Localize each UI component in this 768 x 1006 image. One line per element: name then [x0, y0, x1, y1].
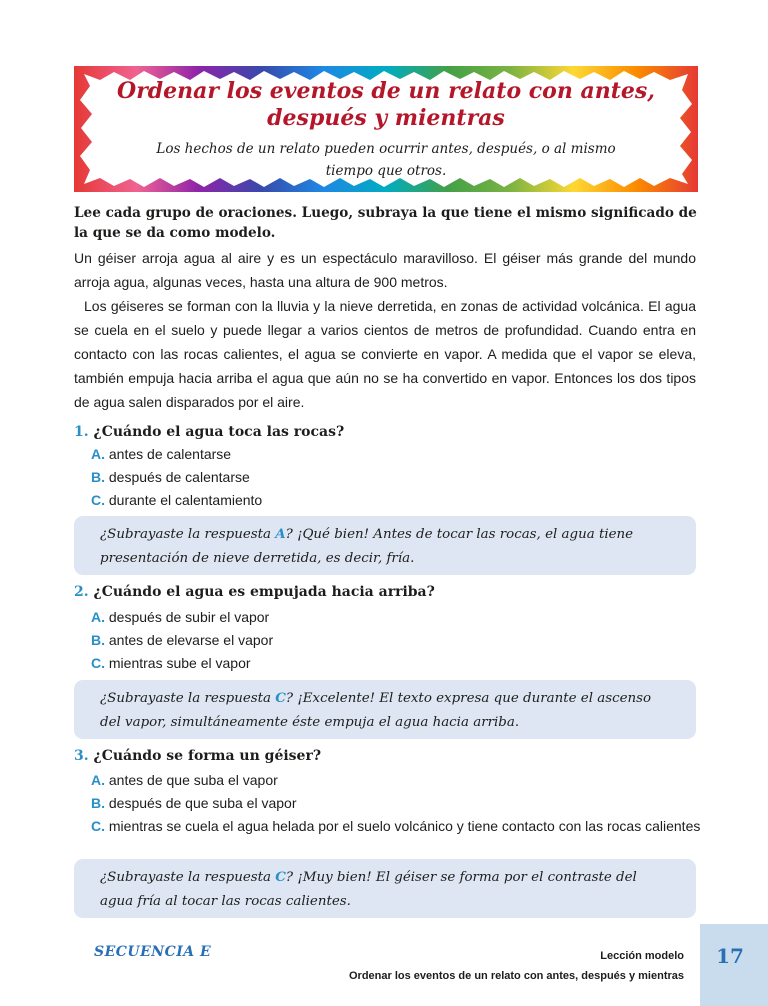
reading-paragraph-2: Los géiseres se forman con la lluvia y la nieve derretida, en zonas de actividad volcánica. El agua se cuela en el suelo y puede llegar a varios cientos de metros de profundidad. Cuando entra en contacto con las rocas calientes, el agua se convierte en vapor. A medida que el vapor se eleva, también empuja hacia arriba el agua que aún no se ha convertido en vapor. Entonces los dos tipos de agua salen disparados por el aire. — [74, 298, 696, 410]
feedback-answer: C — [275, 690, 286, 706]
option-3c[interactable]: C. mientras se cuela el agua helada por el suelo volcánico y tiene contacto con las rocas calientes — [91, 818, 701, 834]
lesson-title: Ordenar los eventos de un relato con antes, después y mientras — [117, 78, 655, 131]
lesson-footer-title: Ordenar los eventos de un relato con antes, después y mientras — [349, 970, 684, 982]
feedback-answer: A — [275, 526, 286, 542]
question-text: ¿Cuándo el agua toca las rocas? — [93, 424, 345, 440]
feedback-box-2: ¿Subrayaste la respuesta C? ¡Excelente! El texto expresa que durante el ascenso del vapor, simultáneamente éste empuja el agua hacia arriba. — [74, 680, 696, 739]
lesson-footer — [349, 946, 684, 986]
question-number: 2. — [74, 584, 89, 600]
instructions: Lee cada grupo de oraciones. Luego, subraya la que tiene el mismo significado de la que se da como modelo. — [74, 205, 697, 241]
question-number: 1. — [74, 424, 89, 440]
question-1 — [74, 424, 696, 440]
question-3 — [74, 748, 696, 764]
question-text: ¿Cuándo el agua es empujada hacia arriba? — [93, 584, 435, 600]
lesson-label: Lección modelo — [600, 950, 684, 962]
option-2a[interactable]: A. después de subir el vapor — [91, 609, 270, 625]
page-number: 17 — [716, 944, 744, 968]
question-2 — [74, 584, 696, 600]
feedback-box-3: ¿Subrayaste la respuesta C? ¡Muy bien! El géiser se forma por el contraste del agua fría al tocar las rocas calientes. — [74, 859, 696, 918]
title-banner — [74, 66, 698, 192]
option-1a[interactable]: A. antes de calentarse — [91, 446, 232, 462]
sequence-label: SECUENCIA E — [94, 944, 212, 960]
lesson-subtitle: Los hechos de un relato pueden ocurrir antes, después, o al mismo tiempo que otros. — [156, 141, 616, 179]
option-1b[interactable]: B. después de calentarse — [91, 469, 250, 485]
option-3a[interactable]: A. antes de que suba el vapor — [91, 772, 278, 788]
question-number: 3. — [74, 748, 89, 764]
option-3b[interactable]: B. después de que suba el vapor — [91, 795, 297, 811]
option-1c[interactable]: C. durante el calentamiento — [91, 492, 263, 508]
reading-paragraph-1: Un géiser arroja agua al aire y es un espectáculo maravilloso. El géiser más grande del mundo arroja agua, algunas veces, hasta una altura de 900 metros. — [74, 250, 696, 290]
option-2c[interactable]: C. mientras sube el vapor — [91, 655, 251, 671]
feedback-box-1: ¿Subrayaste la respuesta A? ¡Qué bien! Antes de tocar las rocas, el agua tiene presentación de nieve derretida, es decir, fría. — [74, 516, 696, 575]
option-2b[interactable]: B. antes de elevarse el vapor — [91, 632, 274, 648]
question-text: ¿Cuándo se forma un géiser? — [93, 748, 322, 764]
feedback-answer: C — [275, 869, 286, 885]
